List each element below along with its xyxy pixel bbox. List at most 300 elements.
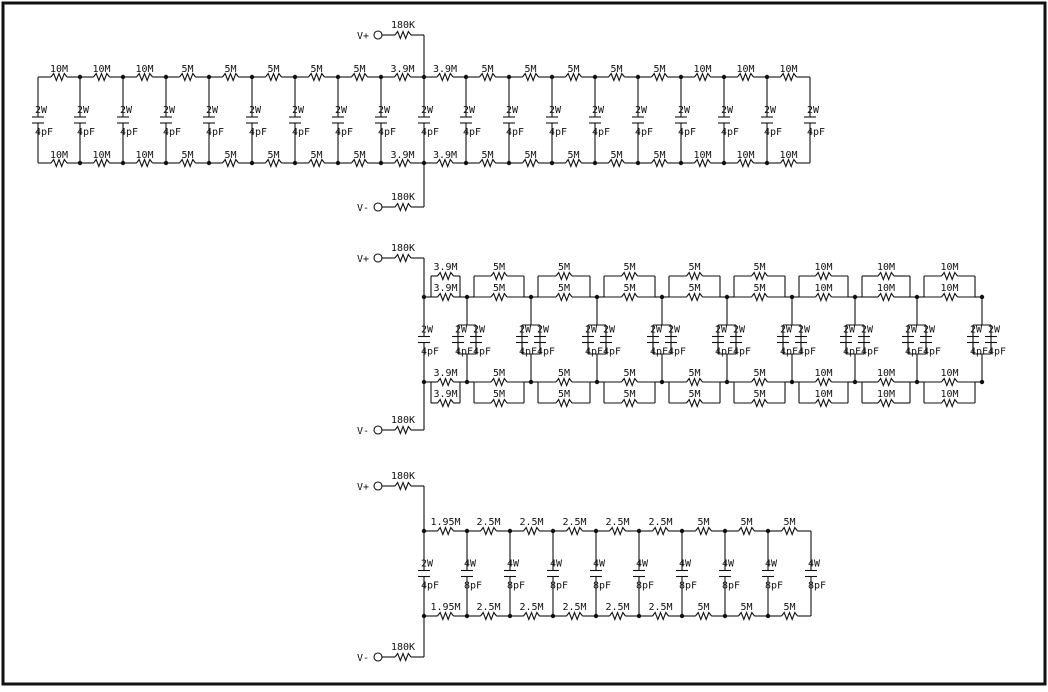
capacitor-left-4	[647, 325, 668, 358]
component-label: 4pF	[592, 127, 611, 138]
component-label: 5M	[783, 602, 796, 613]
resistor-top-lower-8	[924, 283, 975, 301]
resistor-bottom-7	[725, 602, 768, 620]
capacitor-12	[546, 75, 567, 165]
capacitor-7	[332, 75, 353, 165]
resistor-top-8	[381, 64, 424, 81]
component-label: 5M	[610, 64, 623, 75]
component-label: 10M	[49, 64, 69, 75]
component-label: 10M	[814, 368, 833, 379]
resistor-top-upper-5	[734, 262, 785, 280]
resistor-top-5	[252, 64, 295, 81]
component-label: 5M	[557, 283, 571, 294]
junction-dot	[593, 75, 597, 79]
resistor-bottom-5	[252, 150, 295, 167]
junction-dot	[464, 75, 468, 79]
resistor-bottom-1	[467, 602, 510, 620]
component-label: 4pF	[721, 127, 740, 138]
component-label: 4pF	[678, 127, 697, 138]
capacitor-8	[762, 529, 783, 618]
component-label: 5M	[481, 150, 494, 161]
component-label: 5M	[753, 283, 766, 294]
component-label: 4pF	[421, 346, 440, 358]
resistor-top-upper-6	[799, 262, 848, 280]
capacitor-right-8	[920, 325, 941, 358]
component-label: 4pF	[473, 346, 492, 358]
resistor-bottom-14	[638, 150, 681, 167]
resistor-top-upper-3	[604, 262, 655, 280]
resistor-top-lower-4	[669, 283, 720, 301]
component-label: 2W	[668, 324, 681, 336]
resistor-top-2	[510, 517, 553, 535]
component-label: 10M	[876, 368, 896, 379]
resistor-top-14	[638, 64, 681, 81]
component-label: 5M	[492, 283, 506, 294]
resistor-bottom-upper-1	[474, 368, 524, 386]
component-label: 4pF	[463, 127, 482, 138]
component-label: 10M	[940, 389, 959, 400]
component-label: 2W	[519, 324, 532, 336]
junction-dot	[465, 614, 469, 618]
resistor-bottom-3	[553, 602, 596, 620]
component-label: 10M	[814, 389, 833, 400]
component-label: 8pF	[765, 580, 784, 592]
component-label: 4pF	[163, 127, 182, 138]
component-label: 4pF	[335, 127, 354, 138]
component-label: 5M	[567, 64, 580, 75]
capacitor-11	[503, 75, 524, 165]
junction-dot	[78, 161, 82, 165]
component-label: 2W	[721, 105, 734, 116]
component-label: 4W	[722, 558, 735, 570]
vplus-terminal-2	[357, 254, 424, 297]
component-label: 1.95M	[430, 517, 461, 528]
feed-resistor-top-3	[382, 471, 424, 490]
resistor-top-upper-4	[669, 262, 720, 280]
resistor-top-0	[424, 517, 467, 535]
component-label: 2W	[421, 558, 434, 570]
component-label: 180K	[390, 642, 416, 653]
component-label: 4pF	[120, 127, 139, 138]
component-label: 4pF	[988, 346, 1007, 358]
component-label: 2.5M	[648, 517, 673, 528]
component-label: 4W	[550, 558, 563, 570]
capacitor-pair-8	[908, 295, 926, 384]
component-label: 5M	[623, 283, 636, 294]
component-label: 5M	[181, 64, 194, 75]
component-label: 5M	[783, 517, 796, 528]
junction-dot	[164, 161, 168, 165]
junction-dot	[679, 161, 683, 165]
component-label: 5M	[557, 262, 571, 273]
resistor-top-7	[725, 517, 768, 535]
capacitor-left-2	[516, 325, 537, 358]
resistor-bottom-4	[596, 602, 639, 620]
component-label: 4pF	[780, 346, 799, 358]
component-label: 10M	[92, 64, 111, 75]
component-label: 2W	[807, 105, 820, 116]
component-label: 5M	[697, 602, 710, 613]
junction-dot	[766, 614, 770, 618]
resistor-bottom-1	[80, 150, 123, 167]
component-label: 2W	[378, 105, 391, 116]
junction-dot	[636, 161, 640, 165]
capacitor-6	[289, 75, 310, 165]
component-label: 10M	[135, 150, 154, 161]
component-label: 4W	[593, 558, 606, 570]
component-label: 4W	[464, 558, 477, 570]
component-label: 4pF	[35, 127, 54, 138]
capacitor-right-6	[795, 325, 816, 358]
capacitor-3	[160, 75, 181, 165]
component-label: 2.5M	[476, 517, 501, 528]
component-label: 5M	[567, 150, 580, 161]
component-label: 2W	[635, 105, 648, 116]
feed-resistor-bottom-2	[382, 415, 424, 434]
resistor-top-lower-3	[604, 283, 655, 301]
component-label: 10M	[814, 262, 833, 273]
resistor-top-0	[38, 64, 80, 81]
component-label: 3.9M	[432, 64, 458, 75]
junction-dot	[551, 529, 555, 533]
resistor-bottom-16	[724, 150, 767, 167]
resistor-top-lower-6	[799, 283, 848, 301]
component-label: 5M	[353, 150, 366, 161]
component-label: 5M	[557, 389, 571, 400]
resistor-bottom-3	[166, 150, 209, 167]
component-label: 2.5M	[519, 517, 544, 528]
junction-dot	[637, 614, 641, 618]
junction-dot	[508, 529, 512, 533]
junction-dot	[593, 161, 597, 165]
component-label: 5M	[753, 389, 766, 400]
component-label: 4pF	[249, 127, 268, 138]
junction-dot	[766, 529, 770, 533]
component-label: 4pF	[506, 127, 525, 138]
resistor-top-1	[80, 64, 123, 81]
capacitor-right-7	[858, 325, 879, 358]
component-label: 4W	[765, 558, 778, 570]
resistor-bottom-2	[510, 602, 553, 620]
component-label: 8pF	[679, 580, 698, 592]
junction-dot	[507, 75, 511, 79]
component-label: 5M	[688, 262, 701, 273]
component-label: 1.95M	[430, 602, 461, 613]
component-label: 5M	[267, 64, 280, 75]
component-label: 2W	[421, 324, 434, 336]
resistor-top-2	[123, 64, 166, 81]
resistor-bottom-upper-5	[734, 368, 785, 386]
resistor-bottom-15	[681, 150, 724, 167]
component-label: 180K	[390, 20, 416, 31]
junction-dot	[293, 161, 297, 165]
component-label: 4pF	[905, 346, 924, 358]
resistor-bottom-upper-6	[799, 368, 848, 386]
capacitor-9	[805, 531, 826, 616]
junction-dot	[765, 75, 769, 79]
resistor-top-3	[166, 64, 209, 81]
resistor-bottom-lower-4	[669, 389, 720, 407]
component-label: 3.9M	[390, 64, 415, 75]
capacitor-left-5	[712, 325, 733, 358]
resistor-bottom-4	[209, 150, 252, 167]
resistor-top-10	[466, 64, 509, 81]
capacitor-pair-7	[846, 295, 864, 384]
resistor-bottom-8	[381, 150, 424, 167]
resistor-top-9	[424, 64, 466, 81]
resistor-top-4	[209, 64, 252, 81]
capacitor-left-9	[967, 325, 988, 358]
component-label: 10M	[135, 64, 154, 75]
component-label: 5M	[524, 64, 537, 75]
component-label: 4pF	[635, 127, 654, 138]
resistor-bottom-9	[424, 150, 466, 167]
component-label: 2W	[905, 324, 918, 336]
component-label: V-	[356, 653, 369, 664]
component-label: 2W	[764, 105, 777, 116]
component-label: 4pF	[715, 346, 734, 358]
component-label: 2W	[715, 324, 728, 336]
component-label: 4pF	[843, 346, 862, 358]
component-label: 10M	[940, 262, 959, 273]
capacitor-right-4	[665, 325, 686, 358]
component-label: 2W	[592, 105, 605, 116]
terminal-circle	[374, 653, 382, 661]
component-label: 4pF	[798, 346, 817, 358]
junction-dot	[121, 75, 125, 79]
component-label: 4W	[679, 558, 692, 570]
resistor-top-6	[295, 64, 338, 81]
component-label: 5M	[697, 517, 710, 528]
component-label: 5M	[623, 389, 636, 400]
resistor-top-15	[681, 64, 724, 81]
component-label: 5M	[688, 283, 701, 294]
component-label: 5M	[492, 262, 506, 273]
resistor-bottom-6	[295, 150, 338, 167]
component-label: 4pF	[970, 346, 989, 358]
capacitor-pair-3	[588, 295, 606, 384]
component-label: 10M	[940, 283, 959, 294]
component-label: 5M	[740, 602, 753, 613]
resistor-bottom-lower-7	[862, 389, 910, 407]
junction-dot	[465, 529, 469, 533]
resistor-top-8	[768, 517, 811, 535]
component-label: 2W	[292, 105, 305, 116]
component-label: 2W	[733, 324, 746, 336]
component-label: 5M	[623, 368, 636, 379]
component-label: 4pF	[378, 127, 397, 138]
component-label: 8pF	[550, 580, 569, 592]
capacitor-pair-2	[522, 295, 540, 384]
component-label: 4W	[507, 558, 520, 570]
component-label: 4pF	[733, 346, 752, 358]
junction-dot	[723, 614, 727, 618]
component-label: 2.5M	[476, 602, 501, 613]
junction-dot	[121, 161, 125, 165]
component-label: 4pF	[537, 346, 556, 358]
component-label: 4pF	[923, 346, 942, 358]
component-label: 4pF	[519, 346, 538, 358]
junction-dot	[680, 529, 684, 533]
resistor-bottom-17	[767, 150, 810, 167]
resistor-top-upper-7	[862, 262, 910, 280]
component-label: 3.9M	[433, 283, 458, 294]
junction-dot	[722, 161, 726, 165]
capacitor-right-9	[985, 325, 1006, 358]
resistor-top-16	[724, 64, 767, 81]
capacitor-13	[589, 75, 610, 165]
component-label: 8pF	[464, 580, 483, 592]
component-label: 2W	[650, 324, 663, 336]
component-label: 5M	[688, 389, 701, 400]
resistor-bottom-lower-1	[474, 389, 524, 407]
capacitor-6	[676, 529, 697, 618]
resistor-bottom-2	[123, 150, 166, 167]
component-label: 2W	[798, 324, 811, 336]
component-label: 4pF	[650, 346, 669, 358]
component-label: 4W	[808, 558, 821, 570]
junction-dot	[551, 614, 555, 618]
resistor-top-4	[596, 517, 639, 535]
junction-dot	[78, 75, 82, 79]
capacitor-pair-4	[653, 295, 671, 384]
component-label: 4pF	[668, 346, 687, 358]
component-label: 2W	[603, 324, 616, 336]
resistor-bottom-6	[682, 602, 725, 620]
junction-dot	[550, 75, 554, 79]
feed-resistor-bottom-3	[382, 642, 424, 661]
component-label: 2W	[537, 324, 550, 336]
component-label: 5M	[753, 368, 766, 379]
component-label: 3.9M	[433, 389, 458, 400]
junction-dot	[250, 75, 254, 79]
component-label: 180K	[390, 243, 416, 254]
junction-dot	[464, 161, 468, 165]
capacitor-right-1	[470, 325, 491, 358]
junction-dot	[336, 161, 340, 165]
resistor-bottom-13	[595, 150, 638, 167]
junction-dot	[207, 75, 211, 79]
junction-dot	[723, 529, 727, 533]
component-label: 2.5M	[605, 517, 630, 528]
component-label: 3.9M	[390, 150, 415, 161]
component-label: 10M	[693, 64, 712, 75]
component-label: 5M	[224, 150, 237, 161]
resistor-bottom-7	[338, 150, 381, 167]
component-label: 180K	[390, 471, 416, 482]
component-label: V+	[356, 482, 369, 493]
capacitor-7	[719, 529, 740, 618]
vplus-terminal-3	[357, 482, 424, 531]
resistor-bottom-upper-2	[538, 368, 590, 386]
junction-dot	[379, 161, 383, 165]
component-label: 2W	[77, 105, 90, 116]
component-label: 2W	[463, 105, 476, 116]
vminus-terminal-1	[357, 163, 424, 214]
component-label: 5M	[623, 262, 636, 273]
component-label: V-	[356, 203, 369, 214]
junction-dot	[293, 75, 297, 79]
component-label: 10M	[779, 64, 798, 75]
resistor-bottom-upper-4	[669, 368, 720, 386]
resistor-top-1	[467, 517, 510, 535]
component-label: 5M	[481, 64, 494, 75]
component-label: 2W	[843, 324, 856, 336]
component-label: 5M	[267, 150, 280, 161]
feed-resistor-bottom-1	[382, 192, 424, 211]
capacitor-pair-6	[783, 295, 801, 384]
component-label: 4pF	[292, 127, 311, 138]
component-label: 10M	[876, 262, 896, 273]
component-label: 2.5M	[519, 602, 544, 613]
component-label: 5M	[492, 389, 506, 400]
resistor-bottom-upper-8	[924, 368, 975, 386]
capacitor-left-7	[840, 325, 861, 358]
terminal-circle	[374, 203, 382, 211]
component-label: V+	[356, 254, 369, 265]
component-label: 2.5M	[562, 602, 587, 613]
component-label: 4pF	[764, 127, 783, 138]
junction-dot	[379, 75, 383, 79]
capacitor-pair-9	[973, 295, 991, 384]
capacitor-14	[632, 75, 653, 165]
component-label: 8pF	[593, 580, 612, 592]
component-label: 4pF	[807, 127, 826, 138]
resistor-bottom-11	[509, 150, 552, 167]
component-label: 2W	[335, 105, 348, 116]
resistor-top-lower-2	[538, 283, 590, 301]
component-label: 4pF	[861, 346, 880, 358]
component-label: 2W	[455, 324, 468, 336]
component-label: 5M	[310, 64, 323, 75]
capacitor-left-1	[452, 325, 473, 358]
resistor-bottom-5	[639, 602, 682, 620]
component-label: 3.9M	[433, 368, 458, 379]
feed-resistor-top-2	[382, 243, 424, 262]
terminal-circle	[374, 31, 382, 39]
resistor-top-12	[552, 64, 595, 81]
resistor-top-6	[682, 517, 725, 535]
component-label: 3.9M	[432, 150, 458, 161]
resistor-top-3	[553, 517, 596, 535]
component-label: 10M	[693, 150, 712, 161]
resistor-top-lower-0	[431, 283, 460, 301]
resistor-top-lower-5	[734, 283, 785, 301]
capacitor-left-8	[902, 325, 923, 358]
component-label: 4pF	[421, 127, 440, 138]
component-label: 5M	[653, 150, 666, 161]
resistor-bottom-upper-3	[604, 368, 655, 386]
component-label: 5M	[310, 150, 323, 161]
resistor-bottom-upper-0	[431, 368, 460, 386]
resistor-top-upper-2	[538, 262, 590, 280]
capacitor-5	[246, 75, 267, 165]
resistor-top-17	[767, 64, 810, 81]
component-label: 2W	[120, 105, 133, 116]
resistor-top-upper-8	[924, 262, 975, 280]
component-label: 5M	[492, 368, 506, 379]
junction-dot	[508, 614, 512, 618]
feed-resistor-top-1	[382, 20, 424, 39]
component-label: 5M	[181, 150, 194, 161]
resistor-bottom-8	[768, 602, 811, 620]
resistor-bottom-upper-7	[862, 368, 910, 386]
component-label: 4W	[636, 558, 649, 570]
resistor-bottom-12	[552, 150, 595, 167]
terminal-circle	[374, 254, 382, 262]
component-label: 2.5M	[562, 517, 587, 528]
component-label: 10M	[736, 64, 755, 75]
